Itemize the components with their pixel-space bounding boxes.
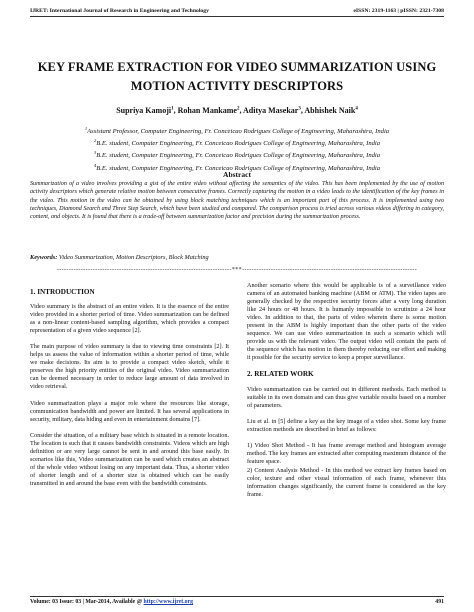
affiliation-text: B.E. student, Computer Engineering, Fr. Conceicao Rodrigues College of Engineering, Maharashtra, India — [96, 164, 381, 172]
author-sup: 2 — [236, 106, 240, 112]
footer-volume: Volume: 03 Issue: 03 | Mar-2014, Available @ — [30, 599, 143, 605]
affiliation-sup: 2 — [93, 138, 97, 144]
paragraph: Video summarization plays a major role where the resources like storage, communication bandwidth and power are limited. It has several applications in security, military, data hiding and even in entertainment domains [7]. — [30, 399, 229, 423]
affiliation-sup: 3 — [93, 150, 97, 156]
author-name: Aditya Masekar — [243, 106, 299, 115]
affiliation-sup: 1 — [84, 126, 88, 131]
paragraph: Consider the situation, of a military base which is situated in a remote location. The location is such that it causes bandwidth constraints. Videos which are high definition or are very large cannot be sent in and around this base easily. In scenarios like this, Video summarization can be used which creates an abstract of the whole video without losing on any important data. Thus, a shorter video of shorter length and of a shorter size is obtained which can be easily transmitted in and around the base even with the bandwidth constraints. — [30, 431, 229, 487]
section-separator: -------------------------------------------------------------------------***------------------------------------------------------------------------- — [56, 267, 418, 273]
issn-info: eISSN: 2319-1163 | pISSN: 2321-7308 — [353, 8, 444, 14]
section-heading-introduction: 1. INTRODUCTION — [30, 288, 95, 296]
left-column — [30, 282, 229, 496]
affiliation-text: B.E. student, Computer Engineering, Fr. Conceicao Rodrigues College of Engineering, Maharashtra, India — [96, 152, 381, 160]
journal-link[interactable]: http://www.ijret.org — [143, 599, 194, 605]
paragraph: Liu et al. in [5] define a key as the key image of a video shot. Some key frame extraction methods are described in brief as follows: — [247, 417, 446, 433]
author-sup: 3 — [298, 106, 301, 112]
abstract-heading: Abstract — [223, 170, 251, 179]
journal-header — [30, 8, 444, 17]
affiliation — [30, 136, 444, 148]
author-name: Rohan Mankame — [177, 106, 237, 115]
author-list: Supriya Kamoji$^1$, Rohan Mankame$^2$, Aditya Masekar$^3$, Abhishek Naik$^4$ — [116, 106, 358, 115]
paragraph: Video summarization can be carried out in different methods. Each method is suitable in its own domain and can thus give variable results based on a number of parameters. — [247, 385, 446, 409]
author-name: Supriya Kamoji — [116, 106, 172, 115]
page-footer — [30, 596, 444, 605]
footer-citation — [30, 599, 193, 605]
paragraph: Video summary is the abstract of an entire video. It is the essence of the entire video provided in a shorter period of time. Video summarization can be defined as a non-linear content-based sampling algorithm, which provides a compact representation of a given video sequence [2]. — [30, 303, 229, 335]
affiliation-text: Assistant Professor, Computer Engineering, Fr. Conceicao Rodrigues College of Engineering, Maharashtra, India — [87, 128, 390, 136]
affiliation-text: B.E. student, Computer Engineering, Fr. Conceicao Rodrigues College of Engineering, Maharashtra, India — [96, 140, 381, 148]
paragraph: Another scenario where this would be applicable is of a surveillance video camera of an automated banking machine (ABM or ATM). The video tapes are generally checked by the respective security forces after a very long duration like 24 hours or 48 hours. It is humanly impossible to scrutinize a 24 hour video. In addition to that, the parts of video wherein there is some motion present in the ABM is highly important than the other parts of the video sequence. We can use video summarization in such a scenario which will provide us with the relevant video. The output video will contain the parts of the sequence which has motion in them thereby reducing our effort and making it possible for the security service to keep a proper surveillance. — [247, 282, 446, 362]
affiliation — [30, 148, 444, 160]
right-column — [247, 282, 446, 507]
title-line: KEY FRAME EXTRACTION FOR VIDEO SUMMARIZATION USING — [37, 60, 437, 74]
section-heading-related-work: 2. RELATED WORK — [247, 370, 314, 379]
abstract-text: Summarization of a video involves providing a gist of the entire video without affecting the semantics of the video. This has been implemented by the use of motion activity descriptors which generate relative motion between consecutive frames. Correctly capturing the motion in a video leads to the identification of the key frames in the video. This motion in the video can be obtained by using block matching techniques which is an important part of this process. It is implemented using two techniques, Diamond Search and Three Step Search, which have been studied and compared. The comparison process is tried across various videos differing in category, content, and objects. It is found that there is a trade-off between summarization factor and precision during the summarization process. — [30, 181, 444, 221]
keywords — [30, 254, 444, 261]
author-sup: 4 — [355, 106, 358, 112]
title-line: MOTION ACTIVITY DESCRIPTORS — [130, 79, 344, 93]
keywords-text: Video Summarization, Motion Descriptors, Block Matching — [58, 254, 209, 261]
author-sup: 1 — [171, 106, 174, 112]
paragraph: 2) Content Analysis Method - In this method we extract key frames based on color, texture and other visual information of each frame, whenever this information changes significantly, the current frame is considered as the key frame. — [247, 466, 446, 499]
keywords-label: Keywords: — [30, 254, 58, 261]
paper-title — [30, 58, 444, 96]
page-number: 491 — [435, 599, 444, 605]
author-name: Abhishek Naik — [304, 106, 356, 115]
journal-name: IJRET: International Journal of Research in Engineering and Technology — [30, 8, 209, 14]
paragraph: 1) Video Shot Method - It has frame average method and histogram average method. The key frames are extracted after computing maximum distance of the feature space. — [247, 441, 446, 465]
affiliation-sup: 4 — [93, 162, 97, 168]
paragraph: The main purpose of video summary is due to viewing time constraints [2]. It helps us assess the value of information within a shorter period of time, while we make decisions. Its aim is to provide a compact video sketch, while it preserves the high priority entities of the original video. Video summarization can be deemed necessary in order to reduce large amount of data involved in video retrieval. — [30, 343, 229, 391]
affiliation — [30, 124, 444, 136]
affiliation-list — [30, 124, 444, 173]
